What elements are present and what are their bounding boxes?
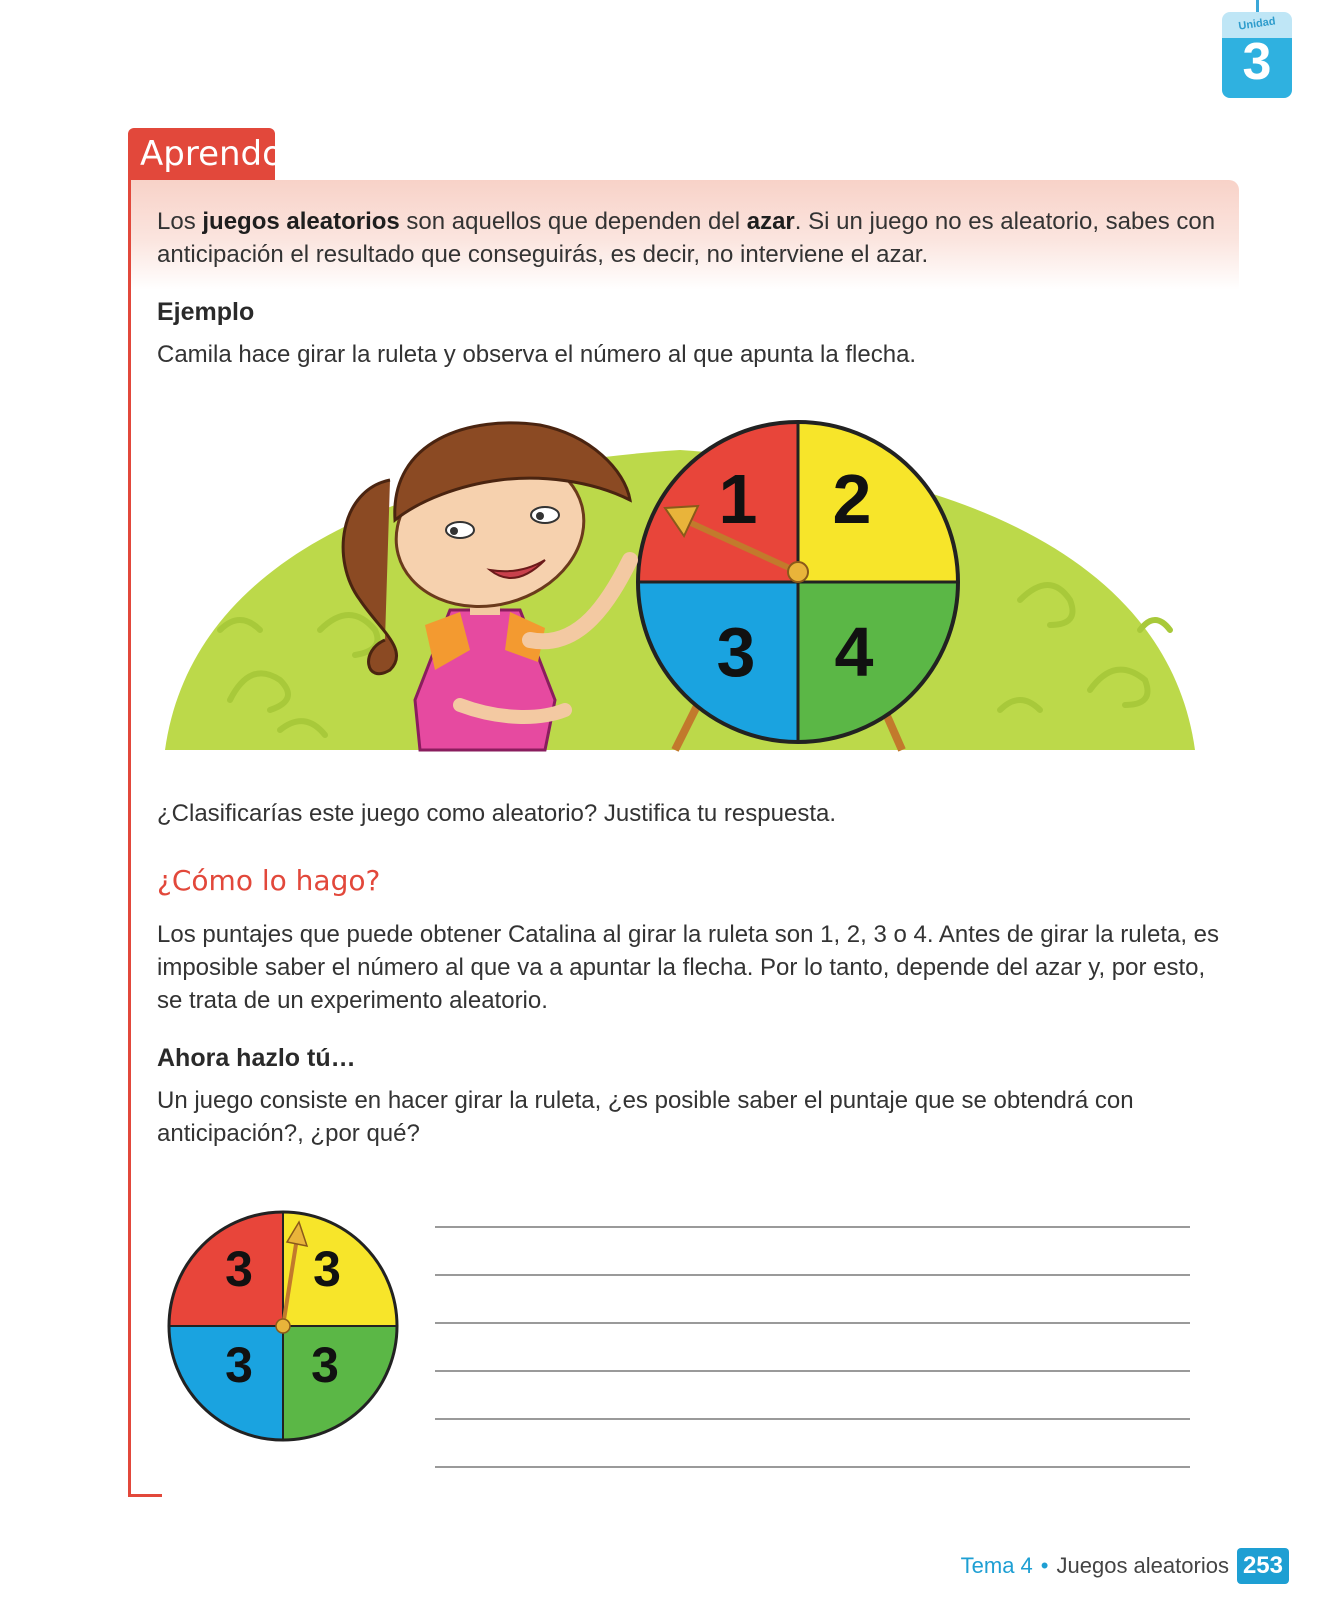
small-wheel-label-3: 3 (225, 1337, 253, 1393)
small-wheel-label-2: 3 (313, 1241, 341, 1297)
illustration-girl-spinner (160, 400, 1200, 770)
spinner-wheel (638, 422, 958, 742)
aprendo-heading: Aprendo (128, 128, 275, 180)
small-wheel-label-1: 3 (225, 1241, 253, 1297)
answer-line[interactable] (435, 1466, 1190, 1468)
question-text: ¿Clasificarías este juego como aleatorio? Justifica tu respuesta. (157, 800, 836, 827)
como-lo-hago-text: Los puntajes que puede obtener Catalina al girar la ruleta son 1, 2, 3 o 4. Antes de girar la ruleta, es imposible saber el número al que va a apuntar la flecha. Por lo tanto, depende del azar y, por esto, se trata de un experimento aleatorio. (157, 921, 1220, 1014)
answer-line[interactable] (435, 1322, 1190, 1324)
small-spinner-wheel (165, 1208, 401, 1444)
unit-tab (1222, 0, 1292, 98)
como-lo-hago-heading: ¿Cómo lo hago? (157, 864, 381, 897)
section-frame-bottom (128, 1494, 162, 1497)
ejemplo-heading: Ejemplo (157, 298, 255, 326)
page-footer (961, 1545, 1289, 1587)
answer-line[interactable] (435, 1370, 1190, 1372)
answer-line[interactable] (435, 1274, 1190, 1276)
section-frame (128, 178, 131, 1496)
page-number: 253 (1237, 1548, 1289, 1584)
answer-line[interactable] (435, 1226, 1190, 1228)
wheel-label-2: 2 (832, 460, 872, 538)
intro-text-1: Los (157, 208, 203, 235)
small-wheel-label-4: 3 (311, 1337, 339, 1393)
wheel-label-1: 1 (718, 460, 758, 538)
term-azar: azar (746, 208, 795, 235)
wheel-label-3: 3 (716, 613, 756, 691)
ahora-text: Un juego consiste en hacer girar la ruleta, ¿es posible saber el puntaje que se obtendrá con anticipación?, ¿por qué? (157, 1087, 1134, 1147)
intro-paragraph (157, 205, 1237, 271)
answer-line[interactable] (435, 1418, 1190, 1420)
footer-separator: • (1040, 1553, 1049, 1578)
ahora-heading: Ahora hazlo tú… (157, 1044, 356, 1072)
unit-number: 3 (1242, 33, 1272, 91)
intro-text-3: . Si un juego no es aleatorio, sabes con anticipación el resultado que conseguirás, es decir, no interviene el azar. (157, 208, 1216, 268)
intro-text-2: son aquellos que dependen del (399, 208, 747, 235)
ejemplo-text: Camila hace girar la ruleta y observa el número al que apunta la flecha. (157, 341, 917, 368)
footer-tema: Tema 4 (960, 1553, 1033, 1578)
unit-label: Unidad (1237, 15, 1277, 33)
wheel-label-4: 4 (834, 613, 874, 691)
footer-topic: Juegos aleatorios (1056, 1553, 1229, 1578)
term-juegos-aleatorios: juegos aleatorios (202, 208, 400, 235)
